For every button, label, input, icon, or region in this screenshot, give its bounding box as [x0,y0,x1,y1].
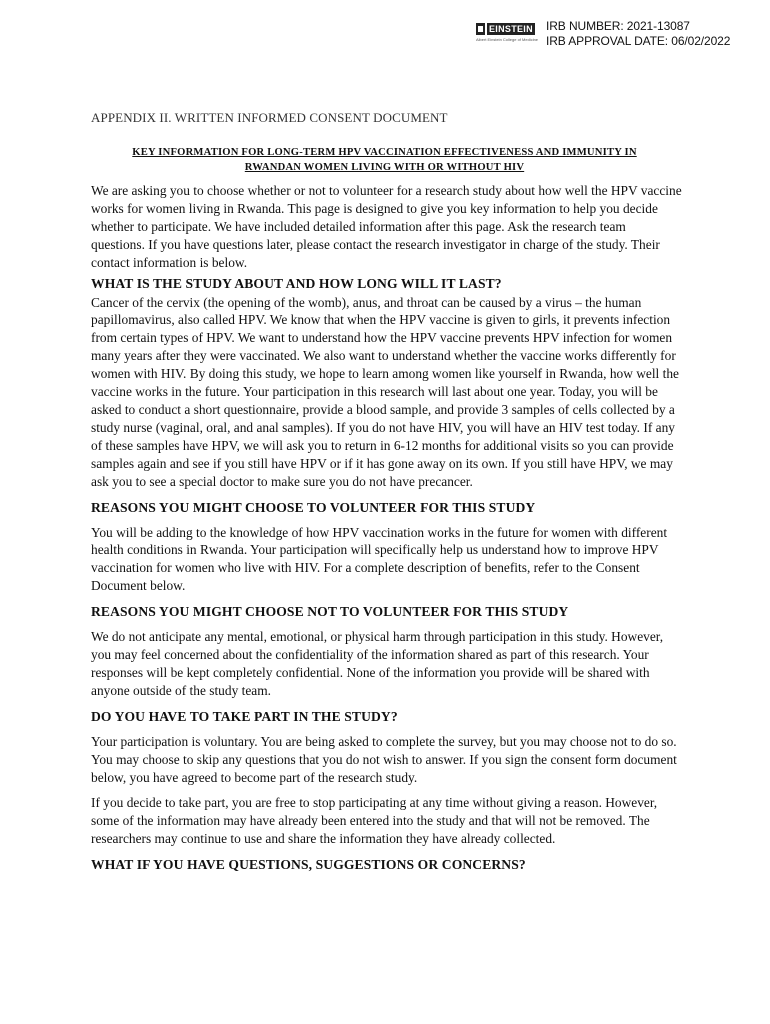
key-title-line-2: RWANDAN WOMEN LIVING WITH OR WITHOUT HIV [244,162,525,173]
key-title-line-1: KEY INFORMATION FOR LONG-TERM HPV VACCINATION EFFECTIVENESS AND IMMUNITY IN [132,147,637,158]
key-information-title [91,145,678,175]
appendix-title: APPENDIX II. WRITTEN INFORMED CONSENT DOCUMENT [91,110,448,125]
section-heading-questions: WHAT IF YOU HAVE QUESTIONS, SUGGESTIONS OR CONCERNS? [91,857,526,873]
logo-tagline: Albert Einstein College of Medicine [476,37,539,42]
logo-name: EINSTEIN [489,24,533,34]
section-heading-take-part: DO YOU HAVE TO TAKE PART IN THE STUDY? [91,708,398,724]
einstein-logo [476,23,540,42]
section-body-reasons-against: We do not anticipate any mental, emotional, or physical harm through participation in this study. However, you may feel concerned about the confidentiality of the information shared as part of this research. Your responses will be kept completely confidential. None of the information you provide will be shared with anyone outside of the study team. [91,629,664,698]
section-body-take-part-1: Your participation is voluntary. You are being asked to complete the survey, but you may choose not to do so. You may choose to skip any questions that you do not wish to answer. If you sign the consent form document below, you have agreed to become part of the research study. [91,733,677,785]
logo-mark-icon [476,23,485,35]
irb-stamp [476,19,730,49]
section-body-about: Cancer of the cervix (the opening of the womb), anus, and throat can be caused by a virus – the human papillomavirus, also called HPV. We know that when the HPV vaccine is given to girls, it prevents infection from certain types of HPV. We want to understand how the HPV vaccine prevents HPV infection for women many years after they were vaccinated. We also want to understand whether the vaccine works differently for women with HIV. By doing this study, we hope to learn among women like yourself in Rwanda, how well the vaccine works in the future. Your participation in this research will last about one year. Today, you will be asked to conduct a short questionnaire, provide a blood sample, and provide 3 samples of cells collected by a study nurse (vaginal, oral, and anal samples). If you do not have HIV, you will have an HIV test today. If any of these samples have HPV, we will ask you to return in 6-12 months for additional visits so you can provide samples again and see if you still have HPV or if it has gone away on its own. If you still have HPV, we may ask you to see a special doctor to make sure you do not have precancer. [91,294,679,489]
section-body-reasons-for: You will be adding to the knowledge of how HPV vaccination works in the future for women with different health conditions in Rwanda. Your participation will specifically help us understand how to improve HPV vaccination for women who live with HIV. For a complete description of benefits, refer to the Consent Document below. [91,524,668,594]
section-heading-about: WHAT IS THE STUDY ABOUT AND HOW LONG WILL IT LAST? [91,275,502,291]
section-heading-reasons-for: REASONS YOU MIGHT CHOOSE TO VOLUNTEER FOR THIS STUDY [91,499,536,515]
irb-number: IRB NUMBER: 2021-13087 [546,19,690,33]
document-body [91,182,683,873]
irb-approval-date: IRB APPROVAL DATE: 06/02/2022 [546,34,731,48]
section-body-take-part-2: If you decide to take part, you are free to stop participating at any time without giving a reason. However, some of the information may have already been entered into the study and that will not be removed. The researchers may continue to use and share the information they have already collected. [91,795,658,847]
intro-paragraph: We are asking you to choose whether or not to volunteer for a research study about how well the HPV vaccine works for women living in Rwanda. This page is designed to give you key information to help you decide whether to participate. We have included detailed information after this page. Ask the research team questions. If you have questions later, please contact the research investigator in charge of the study. Their contact information is below. [91,183,682,270]
section-heading-reasons-against: REASONS YOU MIGHT CHOOSE NOT TO VOLUNTEER FOR THIS STUDY [91,604,569,620]
